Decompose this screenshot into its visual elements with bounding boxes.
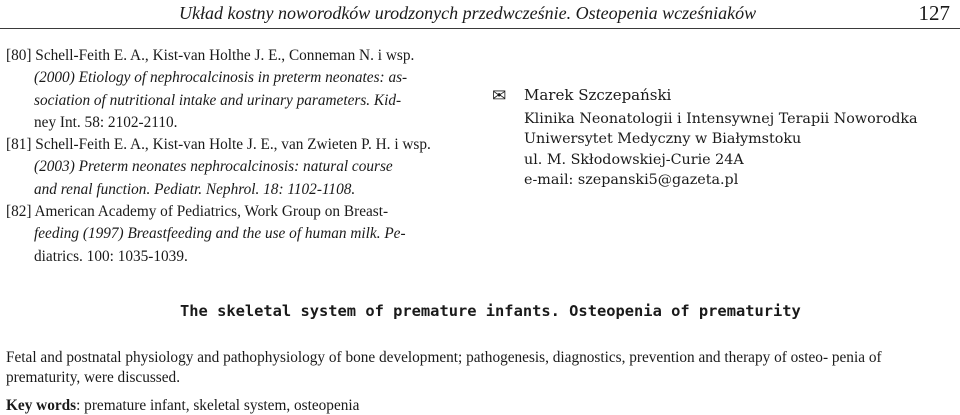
keywords-text: : premature infant, skeletal system, osteopenia — [76, 397, 360, 414]
keywords — [6, 397, 359, 415]
author-affiliation: Klinika Neonatologii i Intensywnej Terapii Noworodka — [524, 110, 918, 127]
author-name: Marek Szczepański — [524, 86, 672, 104]
header-rule — [0, 28, 960, 29]
reference-line: feeding (1997) Breastfeeding and the use of human milk. Pe- — [34, 225, 406, 243]
running-header — [0, 0, 960, 26]
author-address: ul. M. Skłodowskiej-Curie 24A — [524, 151, 744, 168]
reference-line: [81] Schell-Feith E. A., Kist-van Holte J. E., van Zwieten P. H. i wsp. — [6, 136, 431, 154]
reference-line: (2003) Preterm neonates nephrocalcinosis: natural course — [34, 158, 393, 176]
reference-list — [6, 45, 476, 268]
reference-line: ney Int. 58: 2102-2110. — [34, 113, 178, 131]
reference-line: [82] American Academy of Pediatrics, Work Group on Breast- — [6, 203, 389, 221]
reference-line: diatrics. 100: 1035-1039. — [34, 247, 188, 265]
keywords-label: Key words — [6, 397, 77, 414]
author-university: Uniwersytet Medyczny w Białymstoku — [524, 131, 802, 147]
running-header-title: Układ kostny noworodków urodzonych przedwcześnie. Osteopenia wcześniaków — [179, 3, 757, 23]
envelope-icon: ✉ — [492, 86, 507, 106]
author-email: e-mail: szepanski5@gazeta.pl — [524, 172, 739, 188]
reference-line: sociation of nutritional intake and urinary parameters. Kid- — [34, 91, 402, 109]
english-abstract: Fetal and postnatal physiology and pathophysiology of bone development; pathogenesis, diagnostics, prevention and therapy of osteo- penia of prematurity, were discussed. — [6, 349, 882, 386]
reference-line: [80] Schell-Feith E. A., Kist-van Holthe J. E., Conneman N. i wsp. — [6, 47, 415, 64]
reference-80 — [6, 45, 476, 134]
corresponding-author — [492, 85, 952, 191]
page-number: 127 — [918, 1, 950, 25]
english-title: The skeletal system of premature infants. Osteopenia of prematurity — [180, 302, 801, 320]
reference-line: (2000) Etiology of nephrocalcinosis in preterm neonates: as- — [34, 69, 408, 87]
reference-82 — [6, 201, 476, 268]
reference-line: and renal function. Pediatr. Nephrol. 18: 1102-1108. — [34, 180, 356, 198]
reference-81 — [6, 134, 476, 201]
